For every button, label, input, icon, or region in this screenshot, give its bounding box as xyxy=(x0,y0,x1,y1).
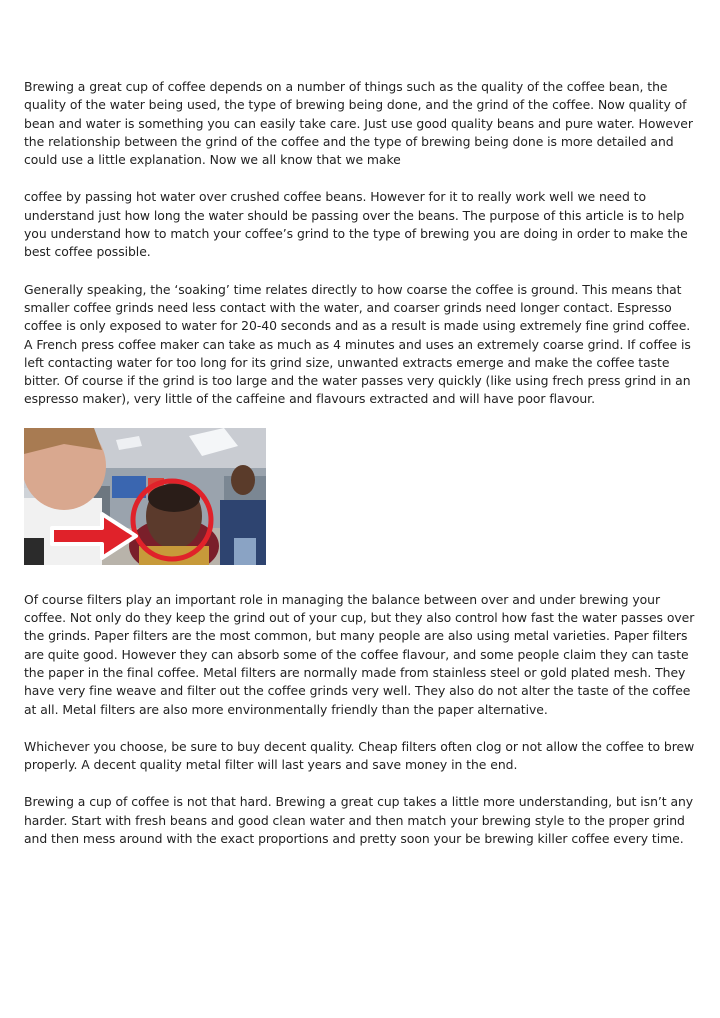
paragraph-1 xyxy=(24,78,696,169)
article-photo xyxy=(24,428,266,565)
document-page xyxy=(24,40,696,867)
header-glyph xyxy=(24,40,696,58)
photo-illustration xyxy=(24,428,266,565)
paragraph-6: Brewing a cup of coffee is not that hard. Brewing a great cup takes a little more understanding, but isn’t any harder. Start with fresh beans and good clean water and then match your brewing style to the proper grind and then mess around with the exact proportions and pretty soon your be brewing killer coffee every time. xyxy=(24,794,694,847)
paragraph-4: Of course filters play an important role in managing the balance between over and under brewing your coffee. Not only do they keep the grind out of your cup, but they also control how fast the water passes over the grinds. Paper filters are the most common, but many people are also using metal varieties. Paper filters are quite good. However they can absorb some of the coffee flavour, and some people claim they can taste the paper in the final coffee. Metal filters are normally made from stainless steel or gold plated mesh. They have very fine weave and filter out the coffee grinds very well. They also do not alter the taste of the coffee at all. Metal filters are also more environmentally friendly than the paper alternative. xyxy=(24,591,695,717)
paragraph-3: Generally speaking, the ‘soaking’ time relates directly to how coarse the coffee is ground. This means that smaller coffee grinds need less contact with the water, and coarser grinds need longer contact. Espresso coffee is only exposed to water for 20-40 seconds and as a result is made using extremely fine grind coffee. A French press coffee maker can take as much as 4 minutes and uses an extremely coarse grind. If coffee is left contacting water for too long for its grind size, unwanted extracts emerge and make the coffee taste bitter. Of course if the grind is too large and the water passes very quickly (like using frech press grind in an espresso maker), very little of the caffeine and flavours extracted and will have poor flavour. xyxy=(24,281,691,407)
paragraph-2: coffee by passing hot water over crushed coffee beans. However for it to really work well we need to understand just how long the water should be passing over the beans. The purpose of this article is to help you understand how to match your coffee’s grind to the type of brewing you are doing in order to make the best coffee possible. xyxy=(24,189,688,260)
paragraph-1-text: Brewing a great cup of coffee depends on a number of things such as the quality of the coffee bean, the quality of the water being used, the type of brewing being done, and the grind of the coffee. Now quality of bean and water is something you can easily take care. Just use good quality beans and pure water. However the relationship between the grind of the coffee and the type of brewing being done is more detailed and could use a little explanation. Now we all know that we make xyxy=(24,79,693,168)
paragraph-5: Whichever you choose, be sure to buy decent quality. Cheap filters often clog or not allow the coffee to brew properly. A decent quality metal filter will last years and save money in the end. xyxy=(24,738,695,773)
